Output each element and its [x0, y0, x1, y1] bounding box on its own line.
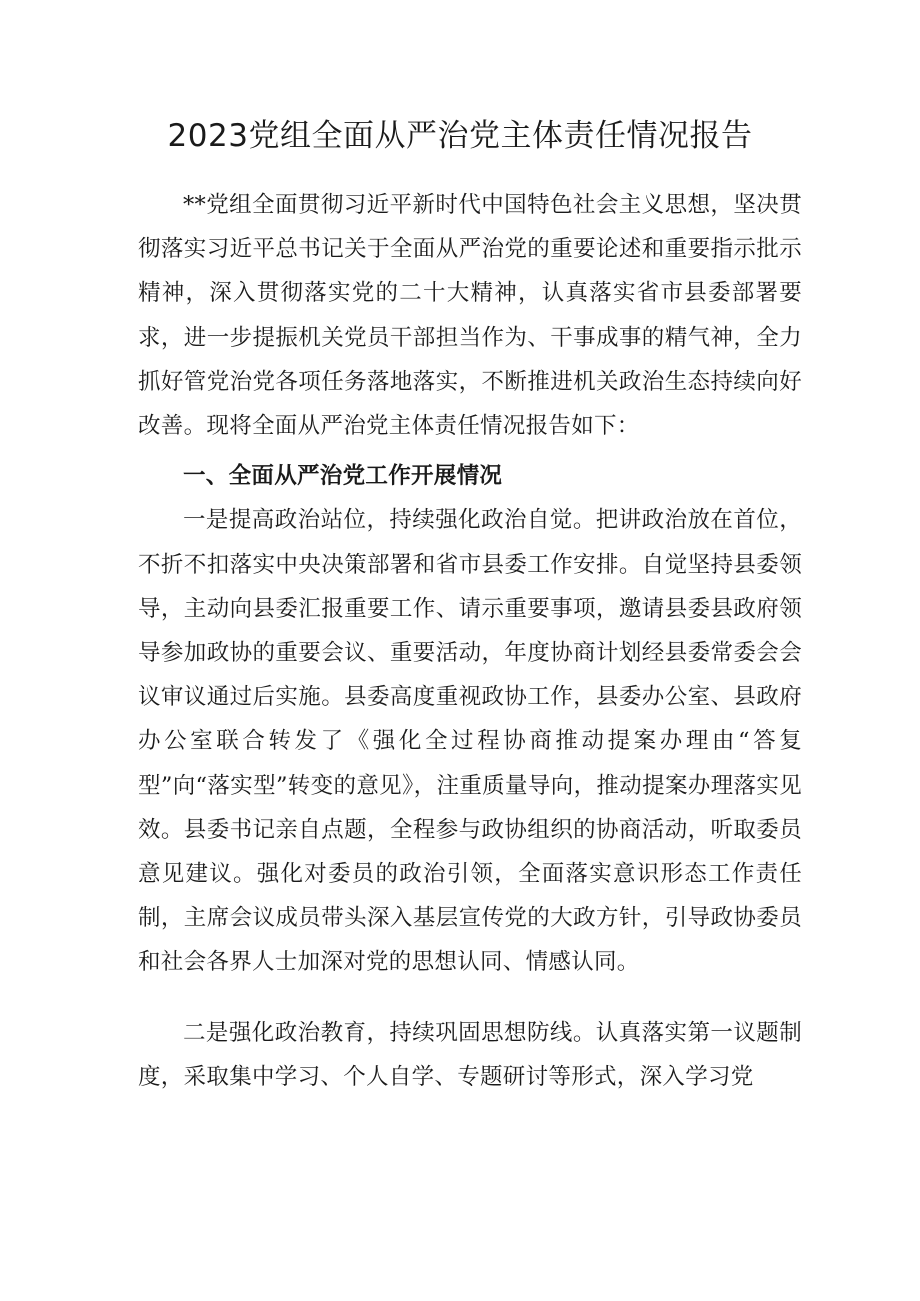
intro-paragraph: **党组全面贯彻习近平新时代中国特色社会主义思想，坚决贯彻落实习近平总书记关于全面从严治党的重要论述和重要指示批示精神，深入贯彻落实党的二十大精神，认真落实省市县委部署要求，进一步提振机关党员干部担当作为、干事成事的精气神，全力抓好管党治党各项任务落地落实，不断推进机关政治生态持续向好改善。现将全面从严治党主体责任情况报告如下：	[138, 192, 802, 440]
body-paragraph-2: 二是强化政治教育，持续巩固思想防线。认真落实第一议题制度，采取集中学习、个人自学、专题研讨等形式，深入学习党	[138, 1019, 802, 1090]
body-paragraph-1: 一是提高政治站位，持续强化政治自觉。把讲政治放在首位，不折不扣落实中央决策部署和省市县委工作安排。自觉坚持县委领导，主动向县委汇报重要工作、请示重要事项，邀请县委县政府领导参加政协的重要会议、重要活动，年度协商计划经县委常委会会议审议通过后实施。县委高度重视政协工作，县委办公室、县政府办公室联合转发了《强化全过程协商推动提案办理由“答复型”向“落实型”转变的意见》，注重质量导向，推动提案办理落实见效。县委书记亲自点题，全程参与政协组织的协商活动，听取委员意见建议。强化对委员的政治引领，全面落实意识形态工作责任制，主席会议成员带头深入基层宣传党的大政方针，引导政协委员和社会各界人士加深对党的思想认同、情感认同。	[138, 507, 802, 976]
section-heading: 一、全面从严治党工作开展情况	[183, 463, 503, 490]
document-body	[138, 183, 802, 1099]
document-title: 2023党组全面从严治党主体责任情况报告	[167, 118, 753, 154]
